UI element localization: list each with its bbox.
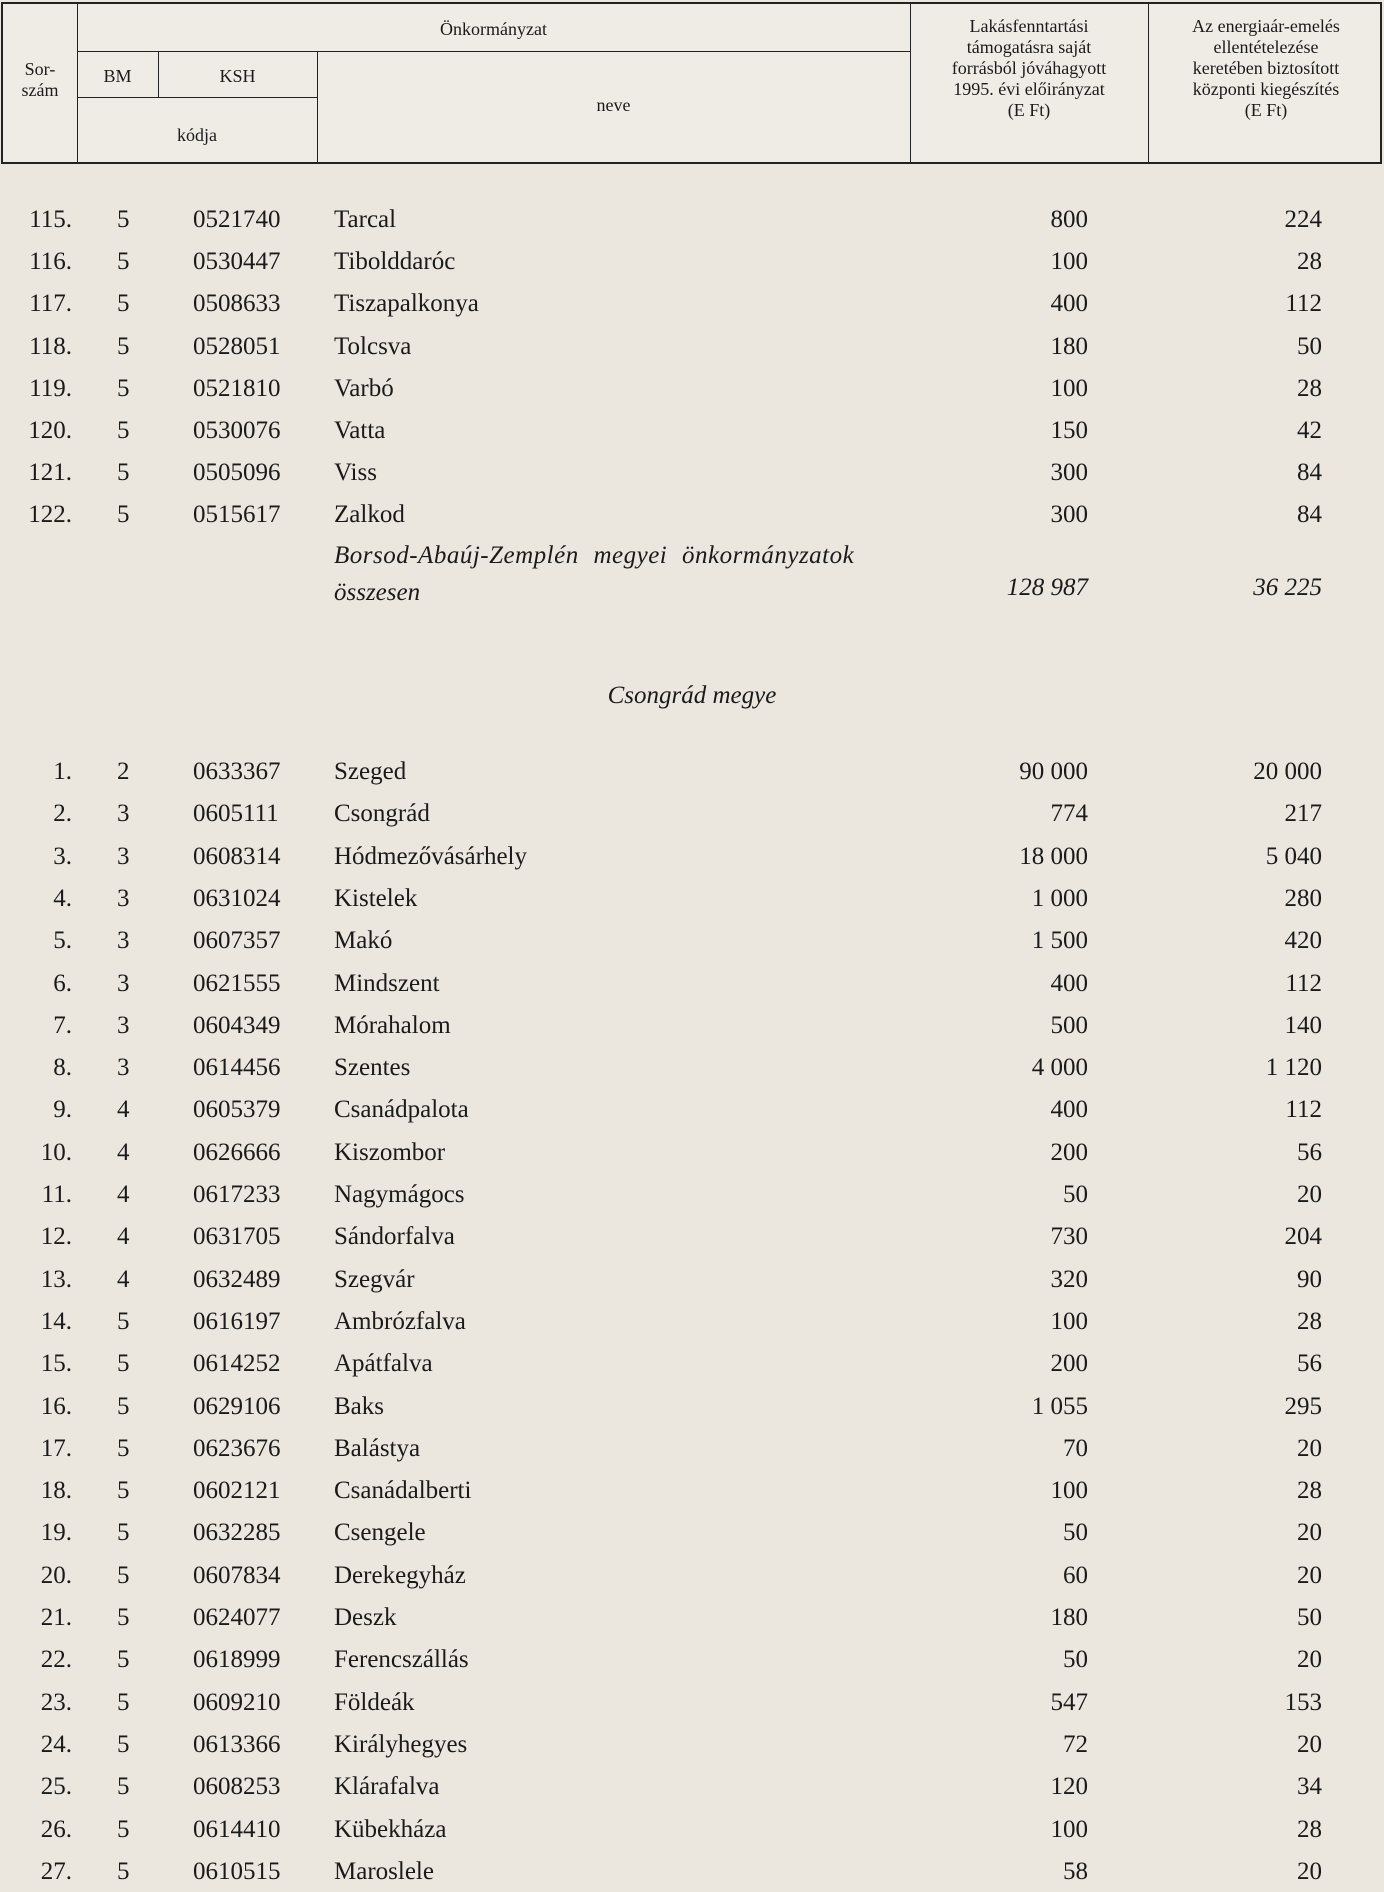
energiaar-value: 217 bbox=[1284, 800, 1322, 828]
energiaar-value: 420 bbox=[1284, 927, 1322, 955]
municipality-name: Makó bbox=[334, 927, 393, 955]
row-number: 118. bbox=[29, 332, 72, 360]
ksh-code: 0629106 bbox=[193, 1392, 281, 1420]
municipality-name: Mindszent bbox=[334, 969, 440, 997]
ksh-code: 0521740 bbox=[193, 206, 281, 233]
bm-code: 3 bbox=[117, 969, 130, 997]
row-number: 4. bbox=[53, 884, 72, 912]
energiaar-value: 153 bbox=[1284, 1688, 1322, 1716]
lakasfenntartasi-value: 180 bbox=[1050, 1604, 1088, 1631]
bm-code: 3 bbox=[117, 1054, 130, 1082]
row-number: 26. bbox=[40, 1815, 72, 1843]
ksh-code: 0614252 bbox=[193, 1350, 281, 1378]
municipality-name: Királyhegyes bbox=[334, 1730, 468, 1758]
municipality-name: Maroslele bbox=[334, 1857, 434, 1885]
row-number: 3. bbox=[53, 842, 72, 870]
energiaar-value: 28 bbox=[1297, 374, 1322, 402]
energiaar-value: 140 bbox=[1284, 1011, 1322, 1039]
table-row bbox=[0, 964, 1384, 1004]
ksh-code: 0505096 bbox=[193, 459, 281, 487]
energiaar-value: 204 bbox=[1284, 1223, 1322, 1251]
row-number: 27. bbox=[40, 1857, 72, 1885]
bm-code: 4 bbox=[117, 1181, 130, 1208]
sorszam-header: Sor- szám bbox=[21, 59, 59, 100]
energiaar-value: 280 bbox=[1284, 884, 1322, 912]
row-number: 20. bbox=[40, 1561, 72, 1589]
ksh-code: 0621555 bbox=[193, 969, 281, 997]
lakasfenntartasi-value: 60 bbox=[1063, 1561, 1088, 1589]
municipality-name: Tibolddaróc bbox=[334, 248, 456, 276]
municipality-name: Csanádalberti bbox=[334, 1477, 472, 1505]
table-row bbox=[0, 369, 1384, 409]
lakasfenntartasi-value: 120 bbox=[1050, 1773, 1088, 1801]
bm-code: 2 bbox=[117, 758, 130, 785]
lakasfenntartasi-value: 58 bbox=[1063, 1857, 1088, 1885]
table-row bbox=[0, 879, 1384, 919]
municipality-name: Apátfalva bbox=[334, 1350, 433, 1378]
bm-code: 5 bbox=[117, 1561, 130, 1589]
ksh-code: 0528051 bbox=[193, 332, 281, 360]
table-row bbox=[0, 1302, 1384, 1342]
row-number: 19. bbox=[40, 1519, 72, 1547]
energiaar-value: 1 120 bbox=[1265, 1054, 1322, 1082]
bm-code: 4 bbox=[117, 1223, 130, 1251]
municipality-name: Tolcsva bbox=[334, 332, 412, 360]
table-row bbox=[0, 200, 1384, 240]
table-row bbox=[0, 1640, 1384, 1680]
municipality-name: Mórahalom bbox=[334, 1011, 451, 1039]
bm-code: 5 bbox=[117, 1477, 130, 1505]
municipality-name: Kiszombor bbox=[334, 1138, 446, 1166]
borsod-total bbox=[0, 542, 1384, 622]
ksh-code: 0605111 bbox=[193, 800, 279, 828]
row-number: 122. bbox=[28, 501, 72, 529]
row-number: 16. bbox=[40, 1392, 72, 1420]
municipality-name: Nagymágocs bbox=[334, 1181, 465, 1208]
ksh-code: 0626666 bbox=[193, 1138, 281, 1166]
lakasfenntartasi-value: 18 000 bbox=[1019, 842, 1088, 870]
energiaar-header: Az energiaár-emelés ellentételezése keretében biztosított központi kiegészítés (E Ft) bbox=[1192, 16, 1340, 120]
lakasfenntartasi-value: 1 000 bbox=[1031, 884, 1088, 912]
table-row bbox=[0, 1725, 1384, 1765]
energiaar-value: 50 bbox=[1297, 1604, 1322, 1631]
ksh-code: 0632285 bbox=[193, 1519, 281, 1547]
energiaar-value: 28 bbox=[1297, 1477, 1322, 1505]
ksh-code: 0530447 bbox=[193, 248, 281, 276]
table-row bbox=[0, 1175, 1384, 1215]
bm-code: 3 bbox=[117, 884, 130, 912]
bm-code: 4 bbox=[117, 1265, 130, 1293]
bm-code: 5 bbox=[117, 1815, 130, 1843]
table-row bbox=[0, 327, 1384, 367]
lakasfenntartasi-value: 1 500 bbox=[1031, 927, 1088, 955]
ksh-code: 0632489 bbox=[193, 1265, 281, 1293]
total-label-line1: Borsod-Abaúj-Zemplén megyei önkormányzatok bbox=[334, 542, 855, 569]
lakasfenntartasi-value: 200 bbox=[1050, 1138, 1088, 1166]
row-number: 120. bbox=[28, 417, 72, 444]
row-number: 7. bbox=[53, 1011, 72, 1039]
lakasfenntartasi-value: 320 bbox=[1050, 1265, 1088, 1293]
ksh-code: 0608253 bbox=[193, 1773, 281, 1801]
energiaar-value: 20 bbox=[1297, 1434, 1322, 1462]
lakasfenntartasi-value: 70 bbox=[1063, 1434, 1088, 1462]
section-title: Csongrád megye bbox=[607, 682, 777, 709]
bm-code: 4 bbox=[117, 1096, 130, 1124]
row-number: 117. bbox=[29, 290, 72, 318]
ksh-header: KSH bbox=[219, 66, 256, 86]
table-row bbox=[0, 1471, 1384, 1511]
bm-code: 5 bbox=[117, 1392, 130, 1420]
municipality-name: Tarcal bbox=[334, 206, 397, 233]
row-number: 23. bbox=[40, 1688, 72, 1716]
row-number: 14. bbox=[40, 1307, 72, 1335]
lakasfenntartasi-value: 547 bbox=[1050, 1688, 1088, 1716]
municipality-name: Hódmezővásárhely bbox=[334, 842, 527, 870]
row-number: 13. bbox=[40, 1265, 72, 1293]
total-value-energia: 36 225 bbox=[1253, 574, 1322, 601]
row-number: 116. bbox=[29, 248, 72, 276]
table-row bbox=[0, 1260, 1384, 1300]
energiaar-value: 34 bbox=[1297, 1773, 1322, 1801]
energiaar-value: 28 bbox=[1297, 1307, 1322, 1335]
table-row bbox=[0, 837, 1384, 877]
bm-code: 3 bbox=[117, 1011, 130, 1039]
table-row bbox=[0, 1048, 1384, 1088]
energiaar-value: 20 000 bbox=[1253, 758, 1322, 785]
bm-code: 5 bbox=[117, 248, 130, 276]
bm-code: 5 bbox=[117, 417, 130, 444]
table-row bbox=[0, 242, 1384, 282]
lakasfenntartasi-value: 100 bbox=[1050, 1477, 1088, 1505]
row-number: 22. bbox=[40, 1646, 72, 1674]
energiaar-value: 50 bbox=[1297, 332, 1322, 360]
ksh-code: 0609210 bbox=[193, 1688, 281, 1716]
lakasfenntartasi-value: 300 bbox=[1050, 459, 1088, 487]
ksh-code: 0614410 bbox=[193, 1815, 281, 1843]
ksh-code: 0631705 bbox=[193, 1223, 281, 1251]
table-row bbox=[0, 1090, 1384, 1130]
lakasfenntartasi-value: 72 bbox=[1063, 1730, 1088, 1758]
row-number: 6. bbox=[53, 969, 72, 997]
onkormanyzat-header: Önkormányzat bbox=[440, 19, 547, 39]
bm-code: 5 bbox=[117, 374, 130, 402]
bm-code: 5 bbox=[117, 1688, 130, 1716]
lakasfenntartasi-value: 1 055 bbox=[1031, 1392, 1088, 1420]
ksh-code: 0617233 bbox=[193, 1181, 281, 1208]
kodja-header: kódja bbox=[177, 125, 217, 145]
lakasfenntartasi-value: 50 bbox=[1063, 1519, 1088, 1547]
table-row bbox=[0, 495, 1384, 535]
table-row bbox=[0, 1683, 1384, 1723]
ksh-code: 0614456 bbox=[193, 1054, 281, 1082]
table-row bbox=[0, 752, 1384, 792]
bm-code: 3 bbox=[117, 927, 130, 955]
row-number: 5. bbox=[53, 927, 72, 955]
energiaar-value: 112 bbox=[1285, 969, 1322, 997]
energiaar-value: 28 bbox=[1297, 1815, 1322, 1843]
municipality-name: Kübekháza bbox=[334, 1815, 447, 1843]
lakasfenntartasi-value: 500 bbox=[1050, 1011, 1088, 1039]
ksh-code: 0624077 bbox=[193, 1604, 281, 1631]
ksh-code: 0508633 bbox=[193, 290, 281, 318]
row-number: 12. bbox=[40, 1223, 72, 1251]
municipality-name: Földeák bbox=[334, 1688, 415, 1716]
bm-code: 5 bbox=[117, 501, 130, 529]
energiaar-value: 84 bbox=[1297, 501, 1322, 529]
lakasfenntartasi-value: 4 000 bbox=[1031, 1054, 1088, 1082]
row-number: 1. bbox=[53, 758, 72, 785]
lakasfenntartasi-value: 774 bbox=[1050, 800, 1088, 828]
ksh-code: 0530076 bbox=[193, 417, 281, 444]
table-row bbox=[0, 1006, 1384, 1046]
table-row bbox=[0, 1598, 1384, 1638]
lakasfenntartasi-value: 730 bbox=[1050, 1223, 1088, 1251]
lakasfenntartasi-value: 50 bbox=[1063, 1646, 1088, 1674]
lakasfenntartasi-value: 150 bbox=[1050, 417, 1088, 444]
table-row bbox=[0, 411, 1384, 451]
ksh-code: 0602121 bbox=[193, 1477, 281, 1505]
table-row bbox=[0, 1429, 1384, 1469]
table-row bbox=[0, 1387, 1384, 1427]
municipality-name: Csanádpalota bbox=[334, 1096, 469, 1124]
bm-code: 3 bbox=[117, 800, 130, 828]
table-row bbox=[0, 284, 1384, 324]
row-number: 8. bbox=[53, 1054, 72, 1082]
bm-code: 5 bbox=[117, 206, 130, 233]
energiaar-value: 20 bbox=[1297, 1181, 1322, 1208]
bm-code: 5 bbox=[117, 459, 130, 487]
table-row bbox=[0, 1556, 1384, 1596]
lakasfenntartasi-value: 90 000 bbox=[1019, 758, 1088, 785]
energiaar-value: 20 bbox=[1297, 1561, 1322, 1589]
municipality-name: Varbó bbox=[334, 374, 394, 402]
row-number: 11. bbox=[41, 1181, 72, 1208]
energiaar-value: 224 bbox=[1284, 206, 1322, 233]
table-row bbox=[0, 921, 1384, 961]
lakasfenntartasi-value: 50 bbox=[1063, 1181, 1088, 1208]
table-row bbox=[0, 1217, 1384, 1257]
energiaar-value: 295 bbox=[1284, 1392, 1322, 1420]
municipality-name: Derekegyház bbox=[334, 1561, 466, 1589]
bm-code: 5 bbox=[117, 1604, 130, 1631]
bm-code: 5 bbox=[117, 1773, 130, 1801]
neve-header: neve bbox=[596, 95, 631, 115]
energiaar-value: 112 bbox=[1285, 1096, 1322, 1124]
bm-code: 5 bbox=[117, 1307, 130, 1335]
ksh-code: 0521810 bbox=[193, 374, 281, 402]
ksh-code: 0616197 bbox=[193, 1307, 281, 1335]
bm-code: 5 bbox=[117, 1519, 130, 1547]
ksh-code: 0618999 bbox=[193, 1646, 281, 1674]
bm-header: BM bbox=[103, 66, 132, 86]
bm-code: 3 bbox=[117, 842, 130, 870]
bm-code: 5 bbox=[117, 1857, 130, 1885]
table-row bbox=[0, 1810, 1384, 1850]
ksh-code: 0607357 bbox=[193, 927, 281, 955]
municipality-name: Tiszapalkonya bbox=[334, 290, 479, 318]
municipality-name: Szegvár bbox=[334, 1265, 415, 1293]
municipality-name: Szeged bbox=[334, 758, 407, 785]
energiaar-value: 5 040 bbox=[1265, 842, 1322, 870]
municipality-name: Szentes bbox=[334, 1054, 411, 1082]
energiaar-value: 84 bbox=[1297, 459, 1322, 487]
municipality-name: Ambrózfalva bbox=[334, 1307, 466, 1335]
municipality-name: Zalkod bbox=[334, 501, 405, 529]
lakasfenntartasi-header: Lakásfenntartási támogatásra saját forrásból jóváhagyott 1995. évi előirányzat (E Ft) bbox=[951, 16, 1107, 120]
lakasfenntartasi-value: 400 bbox=[1050, 290, 1088, 318]
bm-code: 5 bbox=[117, 1730, 130, 1758]
ksh-code: 0610515 bbox=[193, 1857, 281, 1885]
energiaar-value: 56 bbox=[1297, 1350, 1322, 1378]
row-number: 15. bbox=[40, 1350, 72, 1378]
lakasfenntartasi-value: 100 bbox=[1050, 374, 1088, 402]
lakasfenntartasi-value: 400 bbox=[1050, 1096, 1088, 1124]
row-number: 119. bbox=[29, 374, 72, 402]
table-row bbox=[0, 794, 1384, 834]
municipality-name: Baks bbox=[334, 1392, 384, 1420]
municipality-name: Sándorfalva bbox=[334, 1223, 455, 1251]
bm-code: 5 bbox=[117, 1646, 130, 1674]
table-row bbox=[0, 1513, 1384, 1553]
ksh-code: 0607834 bbox=[193, 1561, 281, 1589]
ksh-code: 0631024 bbox=[193, 884, 281, 912]
energiaar-value: 90 bbox=[1297, 1265, 1322, 1293]
lakasfenntartasi-value: 200 bbox=[1050, 1350, 1088, 1378]
table-row bbox=[0, 453, 1384, 493]
municipality-name: Csongrád bbox=[334, 800, 430, 828]
lakasfenntartasi-value: 100 bbox=[1050, 1815, 1088, 1843]
municipality-name: Viss bbox=[334, 459, 377, 487]
row-number: 24. bbox=[40, 1730, 72, 1758]
ksh-code: 0604349 bbox=[193, 1011, 281, 1039]
table-row bbox=[0, 1344, 1384, 1384]
bm-code: 4 bbox=[117, 1138, 130, 1166]
energiaar-value: 56 bbox=[1297, 1138, 1322, 1166]
municipality-name: Deszk bbox=[334, 1604, 397, 1631]
bm-code: 5 bbox=[117, 1350, 130, 1378]
energiaar-value: 20 bbox=[1297, 1646, 1322, 1674]
municipality-name: Ferencszállás bbox=[334, 1646, 469, 1674]
lakasfenntartasi-value: 300 bbox=[1050, 501, 1088, 529]
municipality-name: Klárafalva bbox=[334, 1773, 440, 1801]
row-number: 9. bbox=[53, 1096, 72, 1124]
ksh-code: 0608314 bbox=[193, 842, 281, 870]
energiaar-value: 20 bbox=[1297, 1857, 1322, 1885]
row-number: 17. bbox=[40, 1434, 72, 1462]
row-number: 115. bbox=[29, 206, 72, 233]
ksh-code: 0633367 bbox=[193, 758, 281, 785]
bm-code: 5 bbox=[117, 332, 130, 360]
bm-code: 5 bbox=[117, 1434, 130, 1462]
municipality-name: Balástya bbox=[334, 1434, 421, 1462]
municipality-name: Kistelek bbox=[334, 884, 418, 912]
total-value-lakas: 128 987 bbox=[1006, 574, 1088, 601]
table-row bbox=[0, 1852, 1384, 1892]
lakasfenntartasi-value: 100 bbox=[1050, 1307, 1088, 1335]
energiaar-value: 20 bbox=[1297, 1519, 1322, 1547]
lakasfenntartasi-value: 100 bbox=[1050, 248, 1088, 276]
table-row bbox=[0, 1767, 1384, 1807]
municipality-name: Vatta bbox=[334, 417, 386, 444]
row-number: 18. bbox=[40, 1477, 72, 1505]
energiaar-value: 112 bbox=[1285, 290, 1322, 318]
row-number: 21. bbox=[40, 1604, 72, 1631]
lakasfenntartasi-value: 180 bbox=[1050, 332, 1088, 360]
row-number: 2. bbox=[53, 800, 72, 828]
total-label-line2: összesen bbox=[334, 579, 421, 606]
ksh-code: 0623676 bbox=[193, 1434, 281, 1462]
ksh-code: 0605379 bbox=[193, 1096, 281, 1124]
energiaar-value: 28 bbox=[1297, 248, 1322, 276]
table-row bbox=[0, 1133, 1384, 1173]
lakasfenntartasi-value: 400 bbox=[1050, 969, 1088, 997]
energiaar-value: 42 bbox=[1297, 417, 1322, 444]
row-number: 121. bbox=[28, 459, 72, 487]
ksh-code: 0515617 bbox=[193, 501, 281, 529]
table-header bbox=[1, 2, 1382, 164]
energiaar-value: 20 bbox=[1297, 1730, 1322, 1758]
bm-code: 5 bbox=[117, 290, 130, 318]
lakasfenntartasi-value: 800 bbox=[1050, 206, 1088, 233]
row-number: 10. bbox=[40, 1138, 72, 1166]
row-number: 25. bbox=[40, 1773, 72, 1801]
ksh-code: 0613366 bbox=[193, 1730, 281, 1758]
municipality-name: Csengele bbox=[334, 1519, 426, 1547]
